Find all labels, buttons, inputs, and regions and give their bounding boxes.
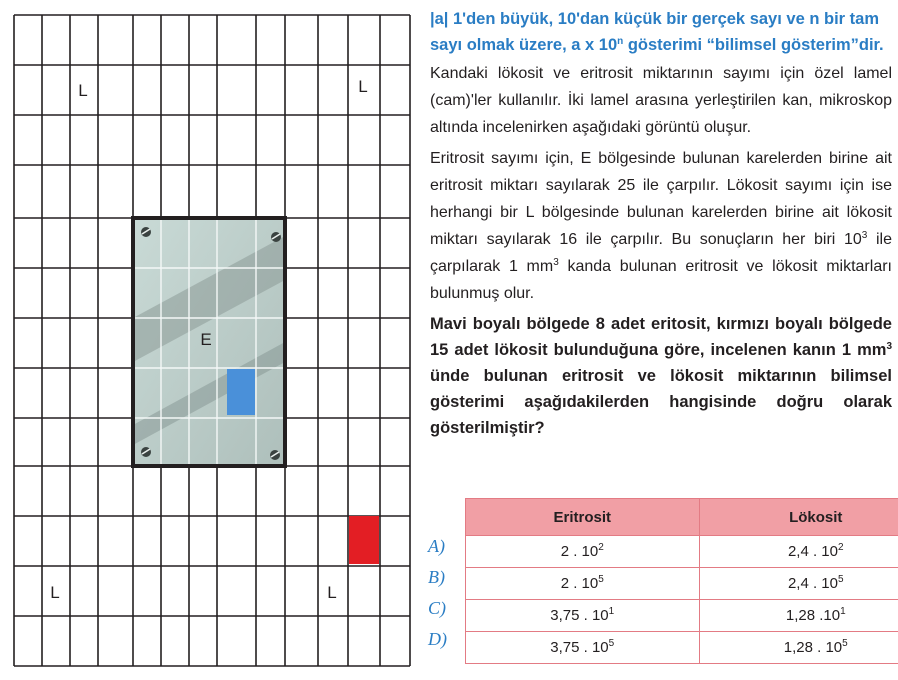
- lokosit-base: 1,28 . 10: [783, 639, 843, 656]
- lokosit-base: 1,28 .10: [785, 607, 841, 624]
- para2-part-c: kanda bulunan eritrosit ve lökosit miktarları bulunmuş olur.: [430, 258, 892, 302]
- eritrosit-base: 3,75 . 10: [550, 639, 609, 656]
- para2-part-b: ile çarpılarak 1 mm: [430, 231, 892, 275]
- lokosit-cell: [699, 568, 898, 600]
- l-label-bottom-left: L: [50, 583, 60, 602]
- answer-table: [420, 498, 890, 664]
- eritrosit-cell: [466, 600, 700, 632]
- para2-exponent-1: 3: [861, 230, 868, 241]
- intro-exponent: n: [617, 36, 624, 47]
- screw-icon: [270, 450, 280, 460]
- lokosit-base: 2,4 . 10: [787, 575, 838, 592]
- eritrosit-exponent: 2: [598, 542, 604, 553]
- red-square: [349, 516, 379, 564]
- para2-exponent-2: 3: [553, 257, 559, 268]
- header-lokosit: Lökosit: [699, 499, 898, 536]
- table-row: [466, 632, 898, 664]
- eritrosit-base: 2 . 10: [560, 575, 599, 592]
- lokosit-exponent: 5: [837, 574, 844, 585]
- options-table: [465, 498, 898, 664]
- option-letter[interactable]: A): [428, 536, 445, 556]
- paragraph-counting: [430, 145, 892, 307]
- question-exponent: 3: [886, 341, 892, 352]
- counting-chamber-figure: [0, 0, 420, 680]
- lokosit-cell: [699, 536, 898, 568]
- intro-suffix: gösterimi “bilimsel gösterim”dir.: [623, 36, 884, 54]
- lokosit-exponent: 5: [842, 638, 848, 649]
- screw-icon: [271, 232, 281, 242]
- screw-icon: [141, 227, 151, 237]
- eritrosit-base: 3,75 . 10: [550, 607, 609, 624]
- e-label: E: [200, 330, 212, 349]
- question-part-b: ünde bulunan eritrosit ve lökosit miktarının bilimsel gösterimi aşağıdakilerden hangisinde doğru olarak gösterilmiştir?: [430, 367, 892, 437]
- header-eritrosit: Eritrosit: [466, 499, 700, 536]
- lokosit-base: 2,4 . 10: [787, 543, 838, 560]
- intro-prefix: |a| 1'den büyük, 10'dan küçük bir gerçek sayı ve n bir tam sayı olmak üzere, a x 10: [430, 10, 880, 54]
- paragraph-lamel: Kandaki lökosit ve eritrosit miktarının sayımı için özel lamel (cam)'ler kullanılır. İki lamel arasına yerleştirilen kan, mikroskop altında incelenirken aşağıdaki görüntü oluşur.: [430, 65, 892, 136]
- question-stem: [430, 311, 892, 441]
- table-row: [466, 568, 898, 600]
- lokosit-cell: [699, 632, 898, 664]
- eritrosit-exponent: 5: [598, 574, 604, 585]
- option-letter[interactable]: D): [428, 629, 447, 649]
- option-letter[interactable]: C): [428, 598, 446, 618]
- eritrosit-base: 2 . 10: [560, 543, 599, 560]
- l-label-bottom-right: L: [327, 583, 337, 602]
- option-letter[interactable]: B): [428, 567, 445, 587]
- para2-part-a: Eritrosit sayımı için, E bölgesinde bulunan karelerden birine ait eritrosit miktarı sayılarak 25 ile çarpılır. Lökosit sayımı için ise herhangi bir L bölgesinde bulunan karelerden birine ait lökosit miktarı sayılarak 16 ile çarpılır. Bu sonuçların her biri 10: [430, 150, 892, 248]
- eritrosit-exponent: 1: [608, 606, 615, 617]
- question-part-a: Mavi boyalı bölgede 8 adet eritosit, kırmızı boyalı bölgede 15 adet lökosit bulunduğuna göre, incelenen kanın 1 mm: [430, 315, 892, 359]
- table-row: [466, 536, 898, 568]
- eritrosit-cell: [466, 568, 700, 600]
- lokosit-exponent: 1: [840, 606, 846, 617]
- table-row: [466, 600, 898, 632]
- lokosit-exponent: 2: [837, 542, 844, 553]
- l-label-top-left: L: [78, 81, 88, 100]
- screw-icon: [141, 447, 151, 457]
- eritrosit-exponent: 5: [608, 638, 615, 649]
- table-header-row: [466, 499, 898, 536]
- counting-grid: [0, 0, 420, 680]
- lokosit-cell: [699, 600, 898, 632]
- eritrosit-cell: [466, 536, 700, 568]
- blue-square: [227, 369, 255, 415]
- eritrosit-cell: [466, 632, 700, 664]
- l-label-top-right: L: [358, 77, 368, 96]
- question-text: [430, 6, 892, 441]
- scientific-notation-definition: [430, 6, 892, 58]
